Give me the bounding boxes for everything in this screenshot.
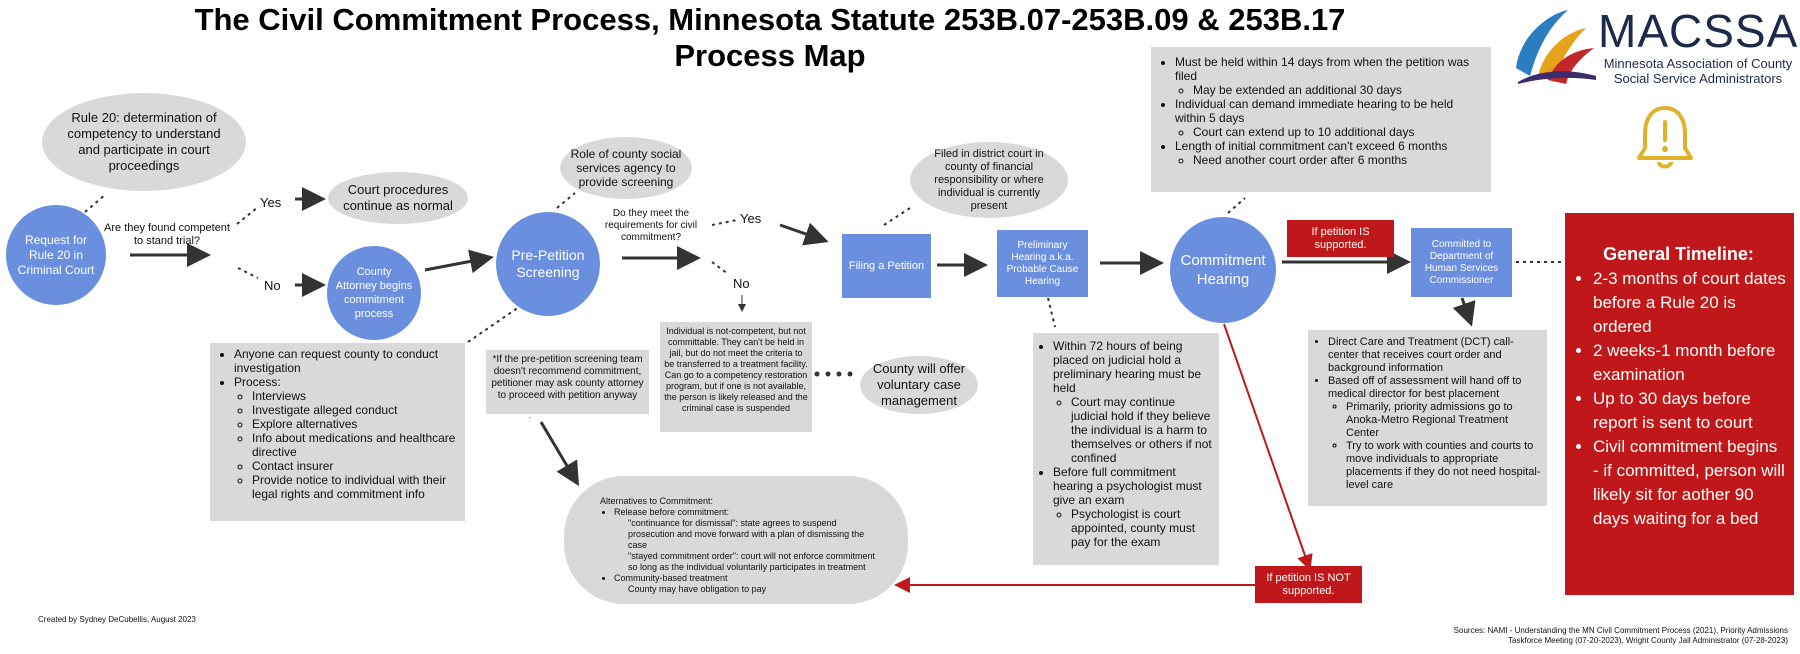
investigation-box: [210, 343, 465, 521]
investigation-subitem: ◦ Contact insurer: [252, 459, 459, 473]
preliminary-hearing-node: Preliminary Hearing a.k.a. Probable Cause Hearing: [997, 230, 1088, 297]
county-attorney-node: County Attorney begins commitment process: [327, 246, 421, 340]
role-county-node: Role of county social services agency to provide screening: [560, 137, 692, 199]
investigation-subitem: ◦ Provide notice to individual with their legal rights and commitment info: [252, 473, 459, 501]
preliminary-hearing-info-box: [1033, 333, 1219, 565]
sources: Sources: NAMI - Understanding the MN Civil Commitment Process (2021), Priority Admissions Taskforce Meeting (07-20-2023), Wright County Jail Administrator (07-28-2023): [1453, 626, 1788, 645]
court-normal-node: Court procedures continue as normal: [328, 172, 468, 224]
investigation-subitem: ◦ Info about medications and healthcare directive: [252, 431, 459, 459]
alternatives-county-pay: County may have obligation to pay: [628, 584, 767, 594]
commitment-hearing-node: Commitment Hearing: [1170, 217, 1276, 323]
hearing-item: • Must be held within 14 days from when the petition was filed ◦ May be extended an additional 30 days: [1175, 55, 1485, 97]
ellipsis-dots: [815, 372, 853, 377]
hearing-subitem: ◦ Need another court order after 6 months: [1193, 153, 1485, 167]
alternatives-to-commitment-box: [564, 476, 908, 604]
investigation-subitem: ◦ Investigate alleged conduct: [252, 403, 459, 417]
request-rule20-node: Request for Rule 20 in Criminal Court: [6, 205, 106, 305]
filed-district-court-node: Filed in district court in county of financial responsibility or where individual is currently present: [910, 142, 1068, 218]
logo-subtitle: Minnesota Association of County Social Service Administrators: [1603, 56, 1793, 86]
yes-label-1: Yes: [260, 195, 282, 210]
logo-swoosh-icon: [1508, 6, 1598, 84]
hearing-item: • Length of initial commitment can't exceed 6 months ◦ Need another court order after 6 months: [1175, 139, 1485, 167]
competent-question-label: Are they found competent to stand trial?: [104, 222, 230, 247]
investigation-item: • Process: ◦ Interviews ◦ Investigate alleged conduct ◦ Explore alternatives ◦ Info about medications and healthcare directive ◦ Contact insurer ◦ Provide notice to individual with their legal rights and commitment info: [234, 375, 459, 501]
timeline-item: • 2 weeks-1 month before examination: [1593, 339, 1786, 387]
alternatives-item: • Community-based treatment County may have obligation to pay: [614, 573, 878, 595]
dct-subitem: ◦ Primarily, priority admissions go to Anoka-Metro Regional Treatment Center: [1346, 401, 1543, 440]
macssa-logo: [1508, 6, 1800, 96]
hearing-subitem: ◦ Court can extend up to 10 additional days: [1193, 125, 1485, 139]
dct-info-box: [1308, 330, 1547, 506]
prepetition-screening-node: Pre-Petition Screening: [496, 212, 600, 316]
prelim-item: • Within 72 hours of being placed on judicial hold a preliminary hearing must be held ◦ Court may continue judicial hold if they believe the individual is a harm to themselves or others if not confined: [1053, 339, 1215, 465]
petition-not-supported-label: If petition IS NOT supported.: [1255, 566, 1362, 603]
alternatives-dismissal: "continuance for dismissal": state agrees to suspend prosecution and move forward with a plan of dismissing the case: [628, 518, 865, 550]
petition-supported-label: If petition IS supported.: [1287, 220, 1394, 257]
committed-dhs-node: Committed to Department of Human Services Commissioner: [1411, 228, 1512, 297]
investigation-subitem: ◦ Explore alternatives: [252, 417, 459, 431]
no-label-2: No: [733, 276, 750, 291]
hearing-item: • Individual can demand immediate hearing to be held within 5 days ◦ Court can extend up to 10 additional days: [1175, 97, 1485, 139]
timeline-item: • 2-3 months of court dates before a Rule 20 is ordered: [1593, 267, 1786, 339]
no-label-1: No: [264, 278, 281, 293]
logo-name: MACSSA: [1598, 5, 1799, 57]
investigation-subitem: ◦ Interviews: [252, 389, 459, 403]
dct-item: • Based off of assessment will hand off to medical director for best placement ◦ Primarily, priority admissions go to Anoka-Metro Regional Treatment Center ◦ Try to work with counties and courts to move individuals to appropriate placements if they do not need hospital-level care: [1328, 375, 1543, 492]
yes-label-2: Yes: [740, 211, 762, 226]
prelim-item: • Before full commitment hearing a psychologist must give an exam ◦ Psychologist is court appointed, county must pay for the exam: [1053, 465, 1215, 549]
timeline-item: • Up to 30 days before report is sent to court: [1593, 387, 1786, 435]
prepetition-note-box: *If the pre-petition screening team doesn't recommend commitment, petitioner may ask county attorney to proceed with petition anyway: [486, 350, 649, 414]
meet-requirements-question-label: Do they meet the requirements for civil commitment?: [604, 208, 698, 243]
page-title: The Civil Commitment Process, Minnesota Statute 253B.07-253B.09 & 253B.17 Process Map: [194, 2, 1346, 73]
bell-alert-icon: [1635, 102, 1695, 174]
investigation-item: • Anyone can request county to conduct investigation: [234, 347, 459, 375]
timeline-item: • Civil commitment begins - if committed, person will likely sit for aother 90 days waiting for a bed: [1593, 435, 1786, 531]
alternatives-heading: Alternatives to Commitment:: [600, 496, 714, 506]
not-committable-box: Individual is not-competent, but not committable. They can't be held in jail, but do not meet the criteria to be transferred to a treatment facility. Can go to a competency restoration program, but if one is not available, the person is likely released and the criminal case is suspended: [660, 322, 812, 432]
prelim-subitem: ◦ Court may continue judicial hold if they believe the individual is a harm to themselves or others if not confined: [1071, 395, 1215, 465]
dct-item: • Direct Care and Treatment (DCT) call-center that receives court order and background information: [1328, 336, 1543, 375]
alternatives-item: • Release before commitment: "continuance for dismissal": state agrees to suspend prosecution and move forward with a plan of dismissing the case "stayed commitment order": court will not enforce commitment so long as the individual voluntarily participates in treatment: [614, 507, 878, 573]
investigation-list: [216, 347, 459, 501]
timeline-title: General Timeline:: [1603, 244, 1754, 264]
filing-petition-node: Filing a Petition: [842, 234, 931, 298]
rule20-node: Rule 20: determination of competency to understand and participate in court proceedings: [42, 93, 246, 191]
hearing-subitem: ◦ May be extended an additional 30 days: [1193, 83, 1485, 97]
dct-subitem: ◦ Try to work with counties and courts to move individuals to appropriate placements if they do not need hospital-level care: [1346, 440, 1543, 492]
general-timeline-box: [1565, 213, 1794, 595]
prelim-subitem: ◦ Psychologist is court appointed, county must pay for the exam: [1071, 507, 1215, 549]
created-by: Created by Sydney DeCubellis, August 2023: [38, 615, 196, 624]
voluntary-case-management-node: County will offer voluntary case management: [860, 356, 978, 414]
alternatives-stayed: "stayed commitment order": court will not enforce commitment so long as the individual voluntarily participates in treatment: [628, 551, 875, 572]
commitment-hearing-info-box: [1151, 47, 1491, 192]
